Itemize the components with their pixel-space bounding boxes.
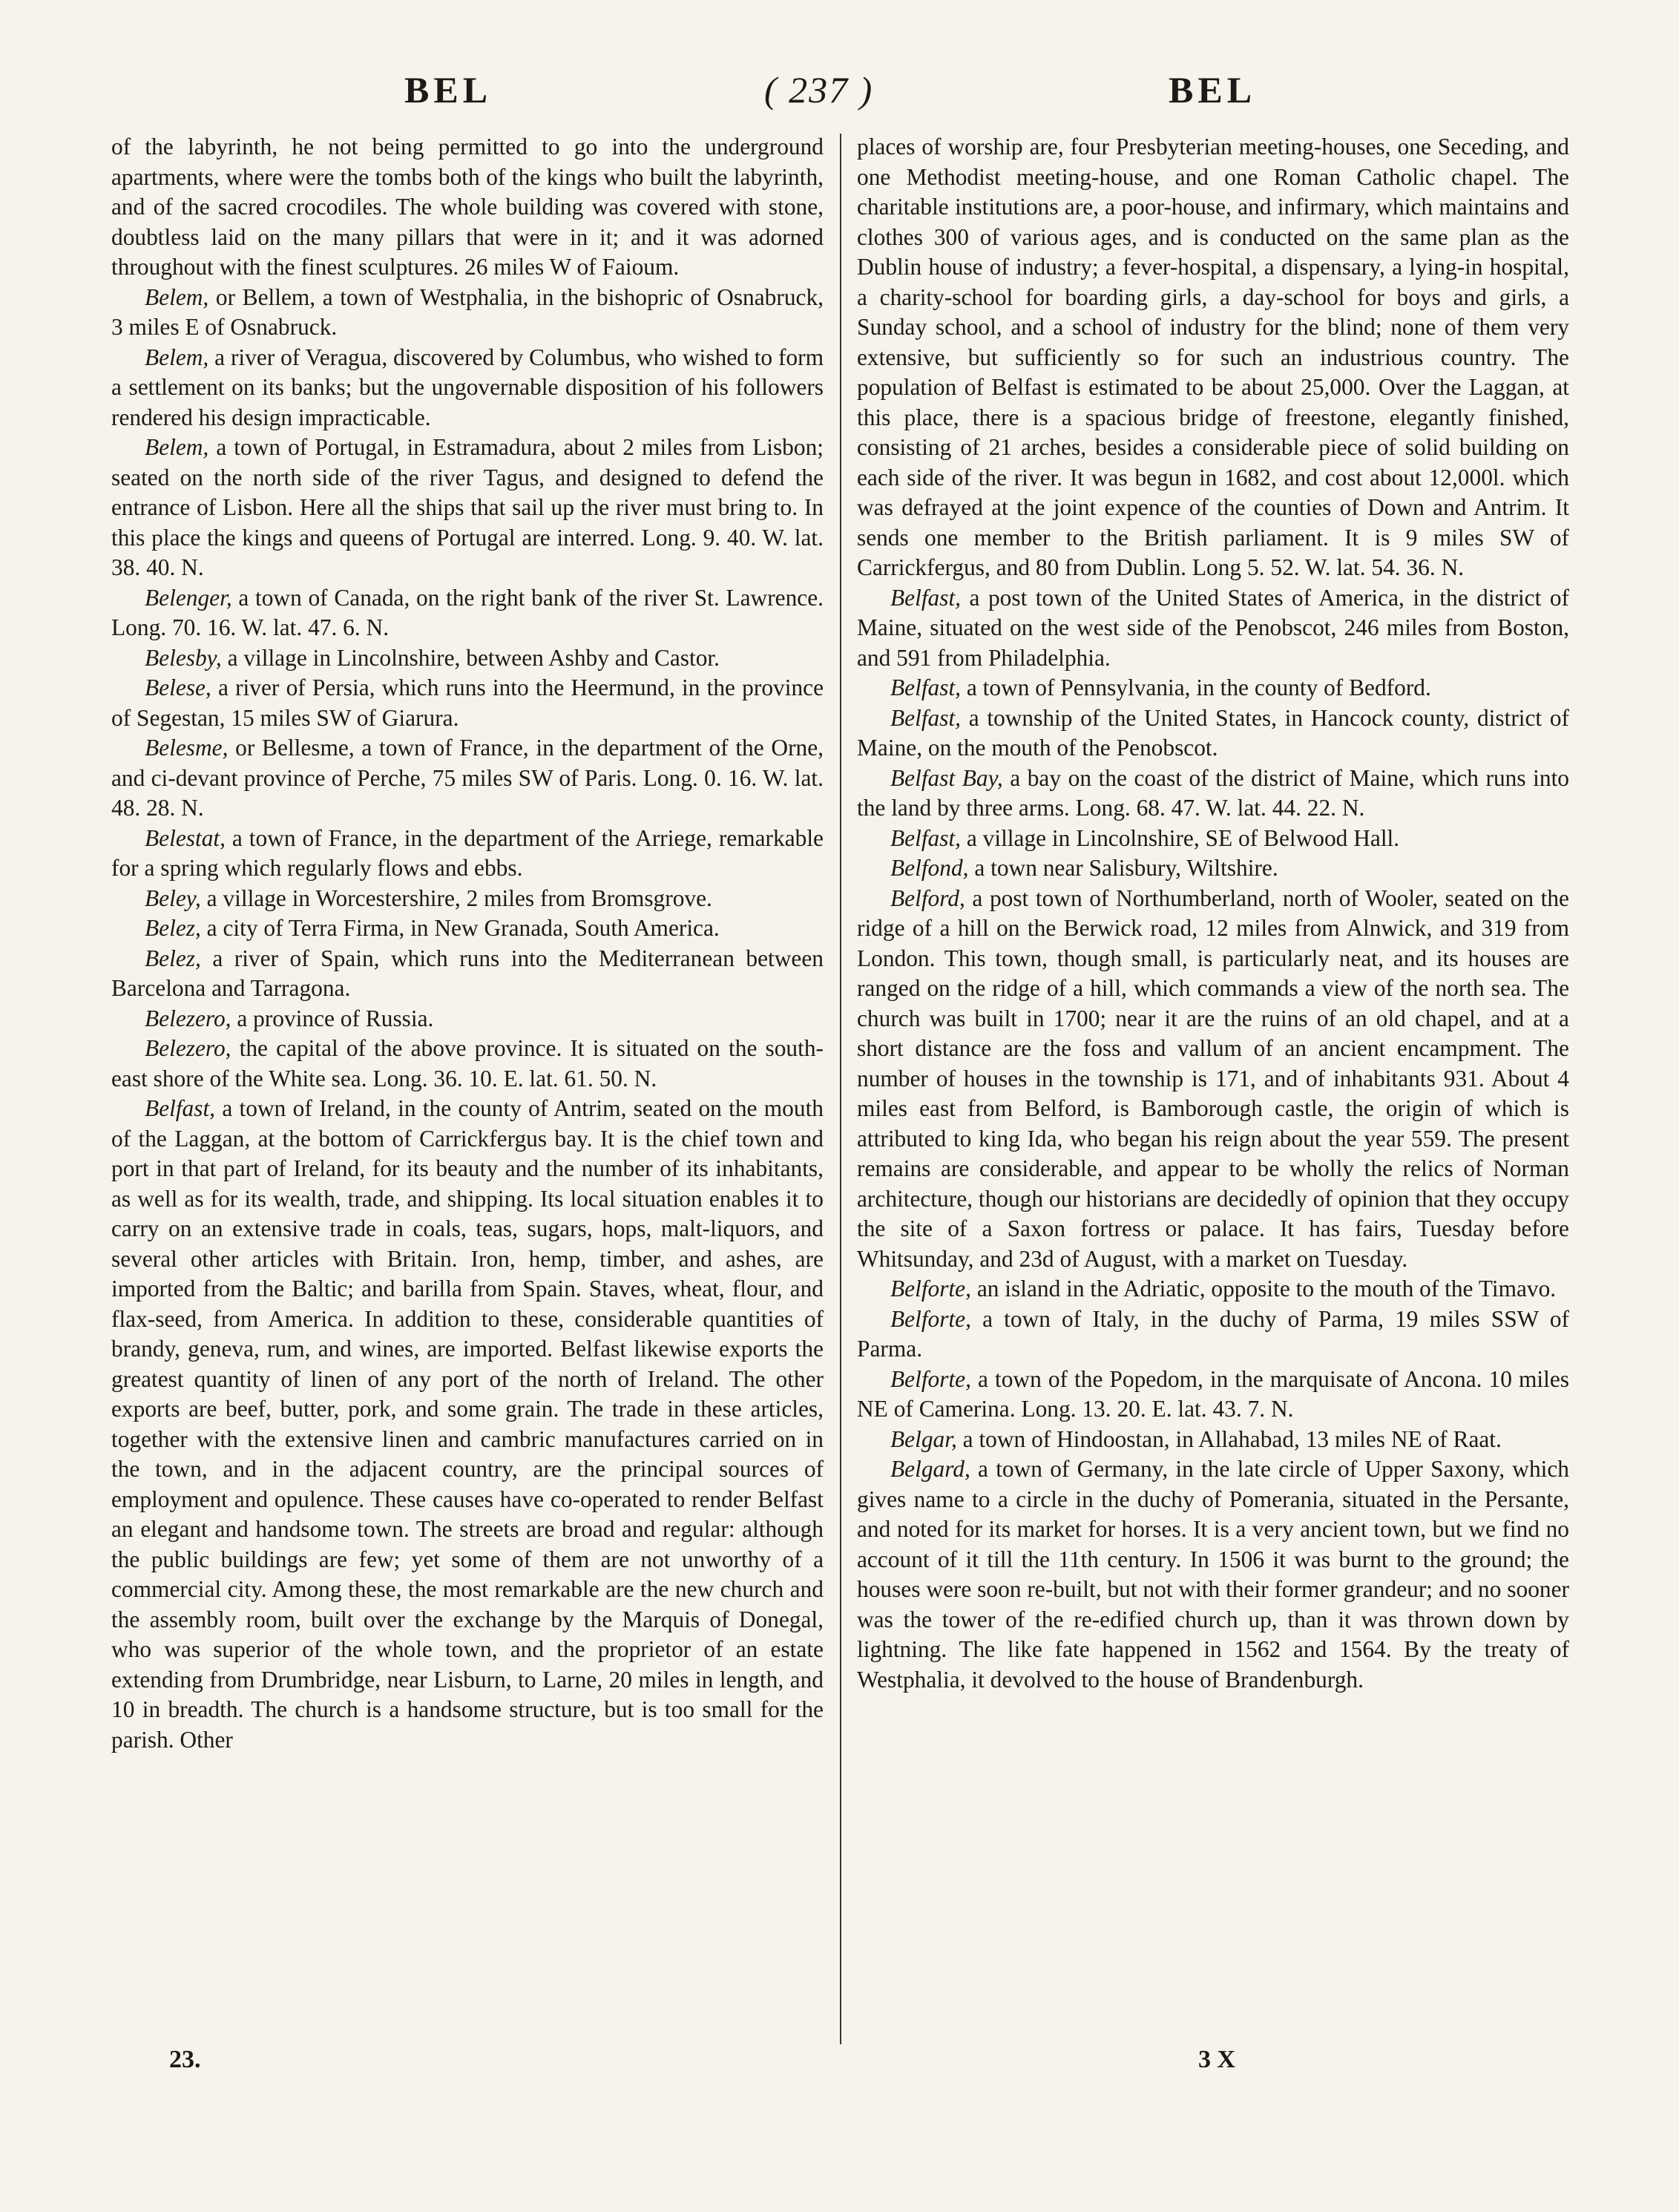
entry-text: places of worship are, four Presbyterian meeting-houses, one Seceding, and one Methodist meeting-house, and one Roman Catholic chapel. The charitable institutions are, a poor-house, and infirmary, which maintains and clothes 300 of various ages, and is conducted on the same plan as the Dublin house of industry; a fever-hospital, a dispensary, a lying-in hospital, a charity-school for boarding girls, a day-school for boys and girls, a Sunday school, and a school of industry for the blind; none of them very extensive, but sufficiently so for such an industrious country. The population of Belfast is estimated to be about 25,000. Over the Laggan, at this place, there is a spacious bridge of freestone, elegantly finished, consisting of 21 arches, besides a considerable piece of solid building on each side of the river. It was begun in 1682, and cost about 12,000l. which was defrayed at the joint expence of the counties of Down and Antrim. It sends one member to the British parliament. It is 9 miles SW of Carrickfergus, and 80 from Dublin. Long 5. 52. W. lat. 54. 36. N.: [857, 134, 1569, 580]
dictionary-entry: [111, 1004, 824, 1034]
entry-text: a town of Pennsylvania, in the county of Bedford.: [961, 675, 1431, 700]
dictionary-entry: [857, 583, 1569, 674]
entry-text: a village in Worcestershire, 2 miles from Bromsgrove.: [200, 885, 712, 911]
entry-text: a village in Lincolnshire, between Ashby and Castor.: [221, 644, 720, 671]
dictionary-entry: [857, 824, 1569, 854]
dictionary-entry: [857, 1365, 1569, 1425]
entry-headword: Belem,: [145, 434, 209, 460]
entry-text: an island in the Adriatic, opposite to the mouth of the Timavo.: [970, 1276, 1557, 1302]
page-number: ( 237 ): [764, 69, 874, 111]
dictionary-entry: [857, 673, 1569, 703]
dictionary-entry: [111, 944, 824, 1004]
entry-headword: Belforte,: [890, 1365, 971, 1392]
entry-text: a town of Germany, in the late circle of Upper Saxony, which gives name to a circle in the duchy of Pomerania, situated in the Persante, and noted for its market for horses. It is a very ancient town, but we find no account of it till the 11th century. In 1506 it was burnt to the ground; the houses were soon re-built, but not with their former grandeur; and no sooner was the tower of the re-edified church up, than it was thrown down by lightning. The like fate happened in 1562 and 1564. By the treaty of Westphalia, it devolved to the house of Brandenburgh.: [857, 1456, 1569, 1693]
entry-text: a river of Spain, which runs into the Mediterranean between Barcelona and Tarragona.: [111, 945, 824, 1001]
entry-headword: Belfast,: [890, 675, 962, 700]
entry-headword: Belfond,: [890, 855, 969, 881]
entry-headword: Belforte,: [890, 1305, 971, 1332]
entry-text: a town of Hindoostan, in Allahabad, 13 miles NE of Raat.: [956, 1425, 1502, 1452]
dictionary-entry: [111, 913, 824, 944]
entry-headword: Belezero,: [145, 1035, 231, 1061]
entry-text: a town of France, in the department of the Arriege, remarkable for a spring which regularly flows and ebbs.: [111, 824, 824, 881]
dictionary-entry: [111, 433, 824, 583]
dictionary-entry: [111, 583, 824, 643]
entry-text: a city of Terra Firma, in New Granada, South America.: [200, 915, 720, 941]
dictionary-entry: [111, 132, 824, 283]
entry-text: or Bellesme, a town of France, in the department of the Orne, and ci-devant province of Perche, 75 miles SW of Paris. Long. 0. 16. W. lat. 48. 28. N.: [111, 735, 824, 821]
entry-text: a town of Italy, in the duchy of Parma, 19 miles SSW of Parma.: [857, 1305, 1569, 1362]
entry-text: a post town of the United States of America, in the district of Maine, situated on the west side of the Penobscot, 246 miles from Boston, and 591 from Philadelphia.: [857, 584, 1569, 671]
running-head-right: BEL: [1169, 69, 1257, 111]
dictionary-entry: [111, 1034, 824, 1094]
entry-headword: Belestat,: [145, 824, 226, 851]
entry-headword: Belford,: [890, 885, 965, 911]
entry-text: or Bellem, a town of Westphalia, in the bishopric of Osnabruck, 3 miles E of Osnabruck.: [111, 283, 824, 340]
entry-headword: Beley,: [145, 885, 201, 911]
signature-mark-right: 3 X: [1198, 2046, 1236, 2073]
entry-text: a town of Ireland, in the county of Antrim, seated on the mouth of the Laggan, at the bottom of Carrickfergus bay. It is the chief town and port in that part of Ireland, for its beauty and the number of its inhabitants, as well as for its wealth, trade, and shipping. Its local situation enables it to carry on an extensive trade in coals, teas, sugars, hops, malt-liquors, and several other articles with Britain. Iron, hemp, timber, and ashes, are imported from the Baltic; and barilla from Spain. Staves, wheat, flour, and flax-seed, from America. In addition to these, considerable quantities of brandy, geneva, rum, and wines, are imported. Belfast likewise exports the greatest quantity of linen of any port of the north of Ireland. The other exports are beef, butter, pork, and some grain. The trade in these articles, together with the extensive linen and cambric manufactures carried on in the town, and in the adjacent country, are the principal sources of employment and opulence. These causes have co-operated to render Belfast an elegant and handsome town. The streets are broad and regular: although the public buildings are few; yet some of them are not unworthy of a commercial city. Among these, the most remarkable are the new church and the assembly room, built over the exchange by the Marquis of Donegal, who was superior of the whole town, and the proprietor of an estate extending from Drumbridge, near Lisburn, to Larne, 20 miles in length, and 10 in breadth. The church is a handsome structure, but is too small for the parish. Other: [111, 1095, 824, 1753]
entry-text: a township of the United States, in Hancock county, district of Maine, on the mouth of the Penobscot.: [857, 704, 1569, 761]
dictionary-entry: [857, 1454, 1569, 1695]
dictionary-entry: [857, 764, 1569, 824]
dictionary-entry: [111, 673, 824, 733]
entry-headword: Belgard,: [890, 1456, 970, 1482]
entry-text: of the labyrinth, he not being permitted to go into the underground apartments, where were the tombs both of the kings who built the labyrinth, and of the sacred crocodiles. The whole building was covered with stone, doubtless laid on the many pillars that were in it; and it was adorned throughout with the finest sculptures. 26 miles W of Faioum.: [111, 134, 824, 280]
entry-text: a post town of Northumberland, north of Wooler, seated on the ridge of a hill on the Berwick road, 12 miles from Alnwick, and 319 from London. This town, though small, is particularly neat, and its houses are ranged on the ridge of a hill, which commands a view of the north sea. The church was built in 1700; near it are the ruins of an old chapel, and at a short distance are the foss and vallum of an ancient encampment. The number of houses in the township is 171, and of inhabitants 931. About 4 miles east from Belford, is Bamborough castle, the origin of which is attributed to king Ida, who began his reign about the year 559. The present remains are considerable, and appear to be wholly the relics of Norman architecture, though our historians are decidedly of opinion that they occupy the site of a Saxon fortress or palace. It has fairs, Tuesday before Whitsunday, and 23d of August, with a market on Tuesday.: [857, 885, 1569, 1272]
entry-headword: Belfast Bay,: [890, 764, 1003, 791]
entry-text: a bay on the coast of the district of Maine, which runs into the land by three arms. Long. 68. 47. W. lat. 44. 22. N.: [857, 764, 1569, 821]
entry-headword: Belfast,: [890, 704, 962, 731]
dictionary-entry: [857, 1274, 1569, 1304]
entry-text: a village in Lincolnshire, SE of Belwood Hall.: [961, 824, 1400, 851]
dictionary-entry: [111, 283, 824, 343]
dictionary-entry: [111, 884, 824, 914]
entry-text: a town near Salisbury, Wiltshire.: [968, 855, 1278, 881]
column-rule: [840, 134, 841, 2044]
dictionary-entry: [111, 1094, 824, 1755]
dictionary-entry: [111, 733, 824, 824]
entry-text: a river of Veragua, discovered by Columbus, who wished to form a settlement on its banks; but the ungovernable disposition of his followers rendered his design impracticable.: [111, 344, 824, 430]
dictionary-entry: [857, 1304, 1569, 1365]
entry-text: a province of Russia.: [231, 1005, 434, 1031]
dictionary-entry: [111, 824, 824, 884]
entry-headword: Belez,: [145, 915, 201, 941]
dictionary-entry: [857, 884, 1569, 1275]
dictionary-entry: [111, 343, 824, 433]
entry-headword: Belezero,: [145, 1005, 231, 1031]
entry-headword: Belforte,: [890, 1276, 971, 1302]
entry-text: a town of Canada, on the right bank of the river St. Lawrence. Long. 70. 16. W. lat. 47. 6. N.: [111, 584, 824, 640]
entry-text: a river of Persia, which runs into the Heermund, in the province of Segestan, 15 miles SW of Giarura.: [111, 675, 824, 731]
entry-text: the capital of the above province. It is situated on the south-east shore of the White sea. Long. 36. 10. E. lat. 61. 50. N.: [111, 1035, 824, 1092]
entry-text: a town of Portugal, in Estramadura, about 2 miles from Lisbon; seated on the north side of the river Tagus, and designed to defend the entrance of Lisbon. Here all the ships that sail up the river must bring to. In this place the kings and queens of Portugal are interred. Long. 9. 40. W. lat. 38. 40. N.: [111, 434, 824, 580]
entry-headword: Belfast,: [890, 584, 962, 611]
entry-headword: Belem,: [145, 283, 209, 310]
entry-headword: Belesme,: [145, 735, 229, 761]
entry-headword: Belfast,: [890, 824, 962, 851]
entry-text: a town of the Popedom, in the marquisate of Ancona. 10 miles NE of Camerina. Long. 13. 20. E. lat. 43. 7. N.: [857, 1365, 1569, 1422]
left-column: [111, 132, 824, 1755]
entry-headword: Belez,: [145, 945, 201, 971]
entry-headword: Belfast,: [145, 1095, 216, 1121]
entry-headword: Belenger,: [145, 584, 232, 611]
dictionary-entry: [111, 643, 824, 674]
entry-headword: Belese,: [145, 675, 211, 700]
entry-headword: Belesby,: [145, 644, 222, 671]
dictionary-entry: [857, 132, 1569, 583]
running-head-left: BEL: [404, 69, 493, 111]
dictionary-entry: [857, 703, 1569, 764]
dictionary-entry: [857, 1425, 1569, 1455]
entry-headword: Belem,: [145, 344, 209, 370]
right-column: [857, 132, 1569, 1695]
entry-headword: Belgar,: [890, 1425, 957, 1452]
signature-mark-left: 23.: [169, 2046, 201, 2073]
dictionary-entry: [857, 853, 1569, 884]
